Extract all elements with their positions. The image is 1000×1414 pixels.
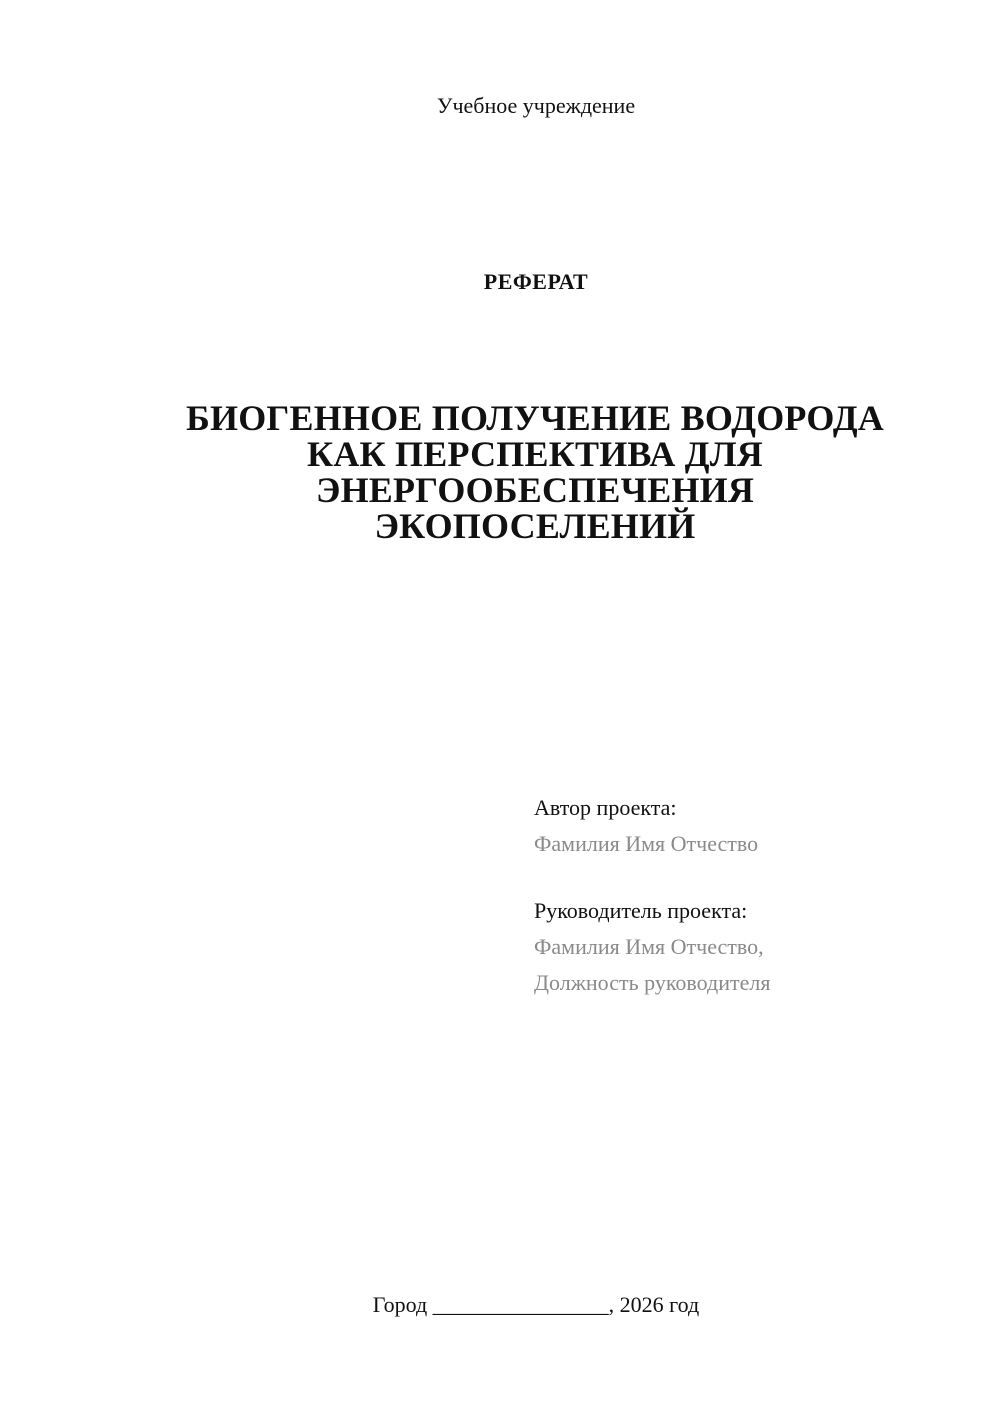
- institution-name: Учебное учреждение: [436, 93, 636, 118]
- author-name: Фамилия Имя Отчество: [534, 831, 759, 856]
- document-title: [150, 400, 920, 544]
- project-info: [534, 790, 974, 1001]
- supervisor-name: Фамилия Имя Отчество,: [534, 934, 764, 959]
- title-line: БИОГЕННОЕ ПОЛУЧЕНИЕ ВОДОРОДА: [186, 398, 884, 438]
- author-label: Автор проекта:: [534, 795, 677, 820]
- spacer: [534, 862, 974, 893]
- author-block: [534, 790, 974, 862]
- city-year-footer: Город ________________, 2026 год: [372, 1292, 700, 1317]
- title-line: КАК ПЕРСПЕКТИВА ДЛЯ: [307, 434, 763, 474]
- title-line: ЭКОПОСЕЛЕНИЙ: [374, 506, 696, 546]
- supervisor-block: [534, 893, 974, 1001]
- supervisor-label: Руководитель проекта:: [534, 898, 748, 923]
- document-type: РЕФЕРАТ: [483, 269, 589, 294]
- title-line: ЭНЕРГООБЕСПЕЧЕНИЯ: [315, 470, 755, 510]
- supervisor-position: Должность руководителя: [534, 970, 771, 995]
